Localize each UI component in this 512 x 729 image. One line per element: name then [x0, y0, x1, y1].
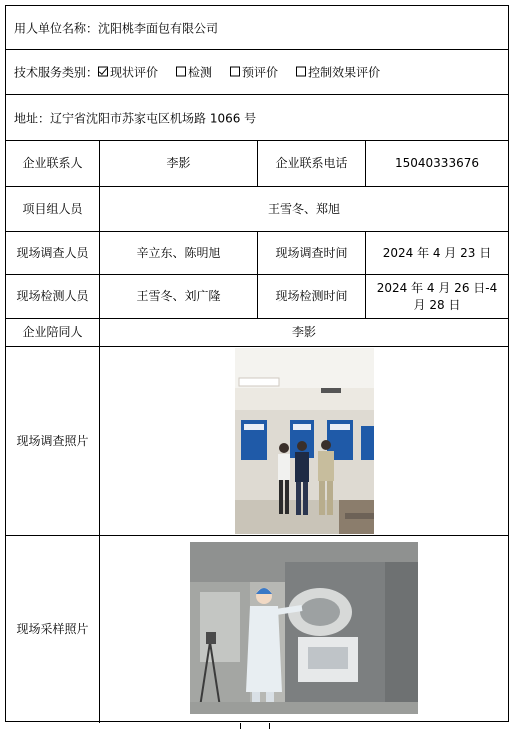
- test-staff-value: 王雪冬、刘广隆: [100, 275, 258, 318]
- option-testing[interactable]: [176, 66, 212, 80]
- option-pre-evaluation[interactable]: [230, 66, 278, 80]
- checkbox-icon[interactable]: [176, 67, 186, 77]
- survey-photo: [235, 348, 374, 534]
- checkbox-icon[interactable]: [230, 67, 240, 77]
- sampling-photo-row: [6, 536, 508, 723]
- unit-name-row: [6, 6, 508, 50]
- survey-staff-label: 现场调查人员: [6, 232, 100, 274]
- page-bottom-marks: [240, 723, 270, 729]
- unit-name-value: 沈阳桃李面包有限公司: [98, 21, 219, 35]
- phone-label: 企业联系电话: [258, 141, 366, 186]
- escort-value: 李影: [291, 325, 316, 339]
- address-line: [14, 109, 256, 126]
- service-type-line: [14, 64, 398, 81]
- sampling-photo: [190, 542, 418, 714]
- survey-record-form: [5, 5, 509, 722]
- sampling-photo-label: 现场采样照片: [6, 536, 100, 723]
- survey-photo-row: [6, 347, 508, 536]
- option-control-effect-label: 控制效果评价: [308, 65, 381, 80]
- test-staff-label: 现场检测人员: [6, 275, 100, 318]
- team-value: 王雪冬、郑旭: [267, 201, 340, 216]
- test-staff-row: [6, 275, 508, 319]
- team-label: 项目组人员: [6, 187, 100, 231]
- survey-staff-row: [6, 232, 508, 275]
- test-time-label: 现场检测时间: [258, 275, 366, 318]
- address-value: 辽宁省沈阳市苏家屯区机场路 1066 号: [50, 111, 257, 125]
- unit-name-line: [14, 19, 218, 36]
- option-status-evaluation[interactable]: [98, 66, 158, 80]
- escort-row: [6, 319, 508, 347]
- option-pre-evaluation-label: 预评价: [242, 65, 279, 80]
- option-status-evaluation-label: 现状评价: [110, 65, 159, 80]
- service-type-label: 技术服务类别：: [14, 65, 99, 80]
- test-time-value: 2024 年 4 月 26 日-4 月 28 日: [376, 280, 498, 312]
- sampling-photo-image: [190, 542, 418, 714]
- contact-row: [6, 141, 508, 187]
- phone-value: 15040333676: [395, 156, 479, 170]
- option-control-effect-evaluation[interactable]: [296, 66, 380, 80]
- team-row: [6, 187, 508, 232]
- option-testing-label: 检测: [188, 65, 213, 80]
- address-row: [6, 95, 508, 141]
- unit-name-label: 用人单位名称：: [14, 21, 99, 35]
- escort-label: 企业陪同人: [6, 319, 100, 346]
- address-label: 地址：: [14, 111, 51, 125]
- contact-value: 李影: [100, 141, 258, 186]
- survey-photo-label: 现场调查照片: [6, 347, 100, 535]
- service-type-row: [6, 50, 508, 95]
- survey-time-label: 现场调查时间: [258, 232, 366, 274]
- survey-photo-image: [235, 348, 374, 534]
- contact-label: 企业联系人: [6, 141, 100, 186]
- checked-box-icon[interactable]: [98, 67, 108, 77]
- checkbox-icon[interactable]: [296, 67, 306, 77]
- survey-staff-value: 辛立东、陈明旭: [100, 232, 258, 274]
- survey-time-value: 2024 年 4 月 23 日: [382, 245, 492, 260]
